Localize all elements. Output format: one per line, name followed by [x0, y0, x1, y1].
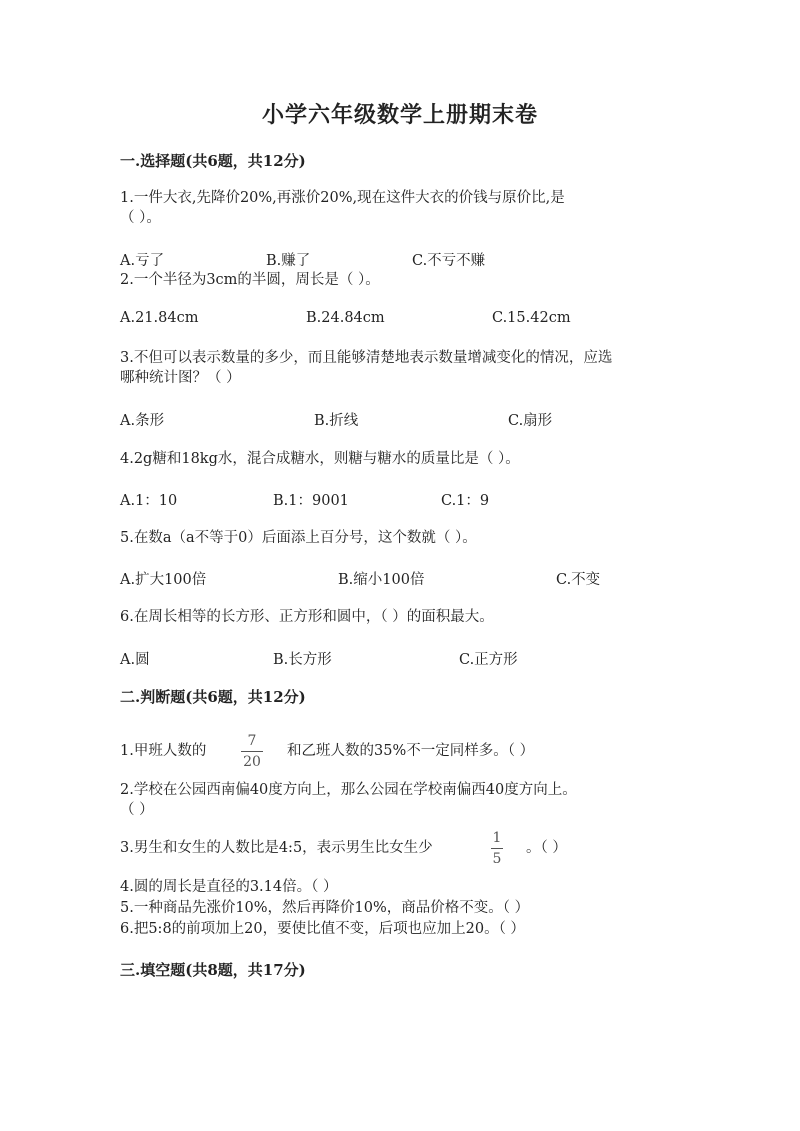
choice-option-2c: C.15.42cm — [492, 310, 571, 326]
fraction-denominator: 5 — [492, 851, 502, 867]
section-heading-fill: 三.填空题(共8题，共17分) — [120, 961, 306, 979]
question-text: 6.在周长相等的长方形、正方形和圆中，（ ）的面积最大。 — [120, 609, 494, 625]
judge-question-4: 4.圆的周长是直径的3.14倍。（ ） — [120, 879, 338, 895]
page-title: 小学六年级数学上册期末卷 — [261, 102, 538, 128]
choice-question-2 — [120, 270, 690, 290]
choice-option-5b: B.缩小100倍 — [338, 572, 425, 588]
choice-question-6 — [120, 607, 690, 627]
section-heading-judge: 二.判断题(共6题，共12分) — [120, 688, 306, 706]
question-text: 5.在数a（a不等于0）后面添上百分号，这个数就（ ）。 — [120, 530, 477, 546]
choice-question-3 — [120, 348, 690, 388]
choice-option-6c: C.正方形 — [459, 652, 518, 668]
fraction-7-20 — [241, 733, 263, 770]
fraction-denominator: 20 — [243, 754, 261, 770]
choice-option-3a: A.条形 — [120, 413, 165, 429]
choice-option-5a: A.扩大100倍 — [120, 572, 207, 588]
question-text: 3.不但可以表示数量的多少，而且能够清楚地表示数量增减变化的情况，应选 — [120, 350, 613, 366]
choice-option-4a: A.1：10 — [120, 493, 178, 509]
choice-option-1c: C.不亏不赚 — [412, 253, 486, 269]
judge-question-2 — [120, 780, 690, 820]
choice-question-1 — [120, 188, 690, 228]
choice-option-5c: C.不变 — [556, 572, 601, 588]
judge-question-1-pre: 1.甲班人数的 — [120, 743, 207, 759]
fraction-bar — [241, 751, 263, 752]
choice-option-6b: B.长方形 — [273, 652, 332, 668]
choice-option-2a: A.21.84cm — [120, 310, 199, 326]
choice-option-1a: A.亏了 — [120, 253, 165, 269]
choice-question-5 — [120, 528, 690, 548]
fraction-1-5 — [491, 830, 503, 867]
fraction-numerator: 7 — [247, 733, 257, 749]
question-text: 2.学校在公园西南偏40度方向上，那么公园在学校南偏西40度方向上。 — [120, 782, 577, 798]
choice-option-4b: B.1：9001 — [273, 493, 349, 509]
question-text-cont: （ ）。 — [120, 210, 161, 226]
judge-question-5: 5.一种商品先涨价10%，然后再降价10%，商品价格不变。（ ） — [120, 900, 530, 916]
question-text-cont: 哪种统计图？（ ） — [120, 370, 241, 386]
judge-question-1-post: 和乙班人数的35%不一定同样多。（ ） — [287, 743, 535, 759]
judge-question-3-pre: 3.男生和女生的人数比是4:5，表示男生比女生少 — [120, 840, 433, 856]
fraction-numerator: 1 — [492, 830, 502, 846]
choice-option-3b: B.折线 — [314, 413, 359, 429]
question-text: 2.一个半径为3cm的半圆，周长是（ ）。 — [120, 272, 380, 288]
question-text-cont: （ ） — [120, 802, 154, 818]
question-text: 4.2g糖和18kg水，混合成糖水，则糖与糖水的质量比是（ ）。 — [120, 451, 520, 467]
choice-option-1b: B.赚了 — [266, 253, 311, 269]
choice-question-4 — [120, 449, 690, 469]
judge-question-6: 6.把5:8的前项加上20，要使比值不变，后项也应加上20。（ ） — [120, 921, 525, 937]
choice-option-4c: C.1：9 — [441, 493, 490, 509]
question-text: 1.一件大衣,先降价20%,再涨价20%,现在这件大衣的价钱与原价比,是 — [120, 190, 565, 206]
choice-option-6a: A.圆 — [120, 652, 150, 668]
choice-option-2b: B.24.84cm — [306, 310, 385, 326]
section-heading-choice: 一.选择题(共6题，共12分) — [120, 152, 306, 170]
judge-question-3-post: 。（ ） — [526, 840, 567, 856]
choice-option-3c: C.扇形 — [508, 413, 553, 429]
fraction-bar — [491, 848, 503, 849]
